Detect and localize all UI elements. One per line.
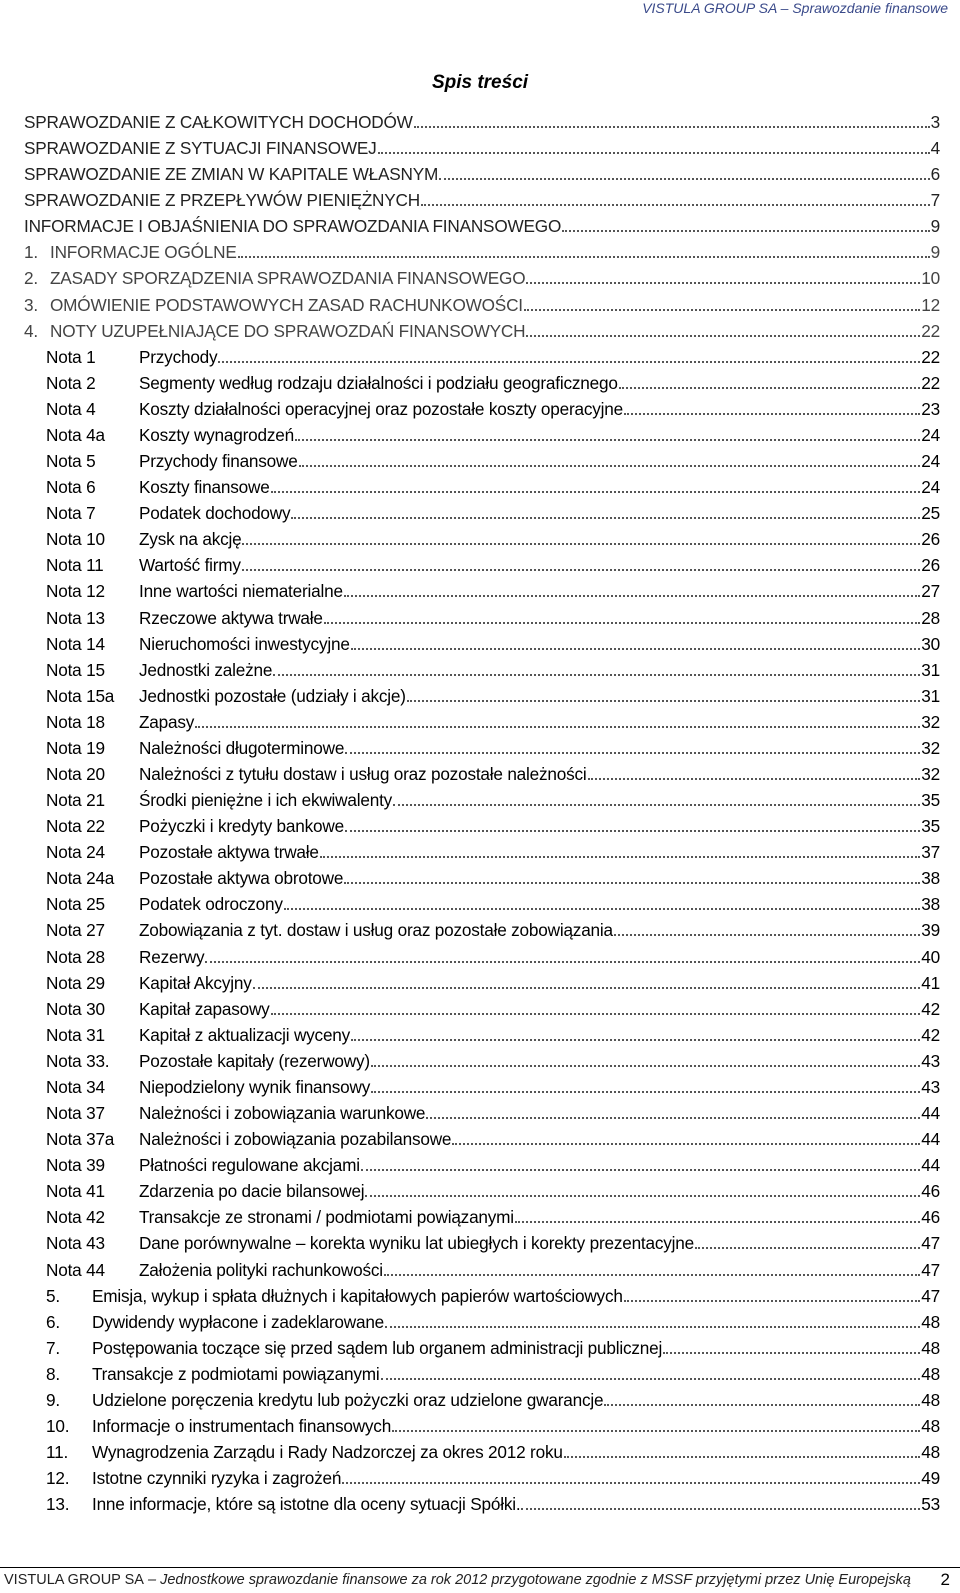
dot-leader: [344, 865, 920, 884]
dot-leader: [242, 552, 920, 571]
toc-entry-title: Udzielone poręczenia kredytu lub pożyczki oraz udzielone gwarancje: [92, 1389, 604, 1410]
dot-leader: [345, 735, 920, 754]
toc-entry-title: Przychody finansowe: [139, 451, 298, 472]
dot-leader: [562, 213, 930, 232]
toc-entry[interactable]: [24, 109, 940, 133]
footer-divider: [0, 1567, 960, 1568]
toc-entry-page: 32: [921, 711, 940, 732]
toc-entry-page: 9: [930, 242, 940, 263]
toc-entry-page: 39: [921, 920, 940, 941]
toc-entry[interactable]: [46, 474, 940, 498]
toc-entry-title: Zysk na akcję: [139, 529, 242, 550]
toc-entry-number: 12.: [46, 1468, 70, 1489]
toc-entry-number: 6.: [46, 1311, 60, 1332]
toc-entry-title: Pozostałe kapitały (rezerwowy): [139, 1050, 370, 1071]
toc-entry-page: 43: [921, 1050, 940, 1071]
toc-entry-page: 40: [921, 946, 940, 967]
dot-leader: [238, 239, 930, 258]
toc-entry-page: 32: [921, 764, 940, 784]
toc-entry-page: 28: [921, 607, 940, 628]
toc-entry-page: 48: [921, 1389, 940, 1410]
dot-leader: [385, 1309, 920, 1328]
toc-entry[interactable]: [46, 605, 940, 629]
toc-entry[interactable]: [46, 1074, 940, 1098]
toc-entry-title: Jednostki zależne: [139, 659, 273, 680]
dot-leader: [378, 135, 930, 154]
toc-entry-number: Nota 22: [46, 816, 105, 837]
toc-entry-title: Koszty wynagrodzeń: [139, 424, 294, 445]
toc-entry-page: 53: [921, 1494, 940, 1515]
toc-entry-number: 3.: [24, 294, 38, 315]
toc-entry-page: 46: [921, 1207, 940, 1228]
dot-leader: [439, 161, 930, 180]
toc-entry-title: Płatności regulowane akcjami: [139, 1155, 360, 1176]
toc-entry[interactable]: [46, 891, 940, 915]
toc-entry[interactable]: [46, 683, 940, 707]
toc-entry-number: 9.: [46, 1389, 60, 1410]
toc-entry-title: SPRAWOZDANIE Z SYTUACJI FINANSOWEJ: [24, 138, 377, 159]
toc-entry[interactable]: [46, 1204, 940, 1228]
toc-entry-title: Zobowiązania z tyt. dostaw i usług oraz pozostałe zobowiązania: [139, 920, 613, 941]
toc-entry-number: Nota 7: [46, 503, 96, 524]
toc-entry-number: Nota 18: [46, 711, 105, 732]
toc-entry-title: Podatek dochodowy: [139, 503, 291, 524]
toc-entry-page: 49: [921, 1468, 940, 1489]
toc-entry-number: Nota 14: [46, 633, 105, 654]
toc-entry-title: OMÓWIENIE PODSTAWOWYCH ZASAD RACHUNKOWOŚCI: [50, 294, 523, 315]
toc-entry-title: Dane porównywalne – korekta wyniku lat ubiegłych i korekty prezentacyjne: [139, 1233, 694, 1254]
toc-entry-page: 30: [921, 633, 940, 654]
toc-entry-page: 44: [921, 1155, 940, 1176]
dot-leader: [452, 1126, 920, 1145]
toc-entry-page: 48: [921, 1363, 940, 1384]
toc-entry[interactable]: [24, 265, 940, 289]
toc-entry-number: Nota 15: [46, 659, 105, 680]
toc-entry[interactable]: [24, 187, 940, 211]
toc-entry-page: 47: [921, 1259, 940, 1280]
toc-entry[interactable]: [46, 917, 940, 941]
dot-leader: [345, 813, 920, 832]
toc-entry-title: Transakcje ze stronami / podmiotami powiązanymi: [139, 1207, 514, 1228]
toc-entry[interactable]: [46, 944, 940, 968]
toc-entry-number: Nota 37a: [46, 1129, 115, 1150]
toc-entry-title: Postępowania toczące się przed sądem lub organem administracji publicznej: [92, 1337, 663, 1358]
toc-entry-number: Nota 15a: [46, 685, 115, 706]
dot-leader: [695, 1230, 920, 1249]
toc-entry[interactable]: [46, 1361, 940, 1385]
toc-entry-title: Należności i zobowiązania pozabilansowe: [139, 1129, 452, 1150]
dot-leader: [351, 631, 921, 650]
dot-leader: [271, 474, 921, 493]
toc-entry[interactable]: [46, 552, 940, 576]
toc-entry-number: Nota 34: [46, 1076, 105, 1097]
toc-entry-title: Należności długoterminowe: [139, 737, 345, 758]
dot-leader: [291, 500, 920, 519]
toc-entry[interactable]: [24, 213, 940, 237]
toc-entry-title: Podatek odroczony: [139, 894, 283, 915]
toc-entry-page: 25: [921, 503, 940, 524]
toc-entry[interactable]: [46, 1022, 940, 1046]
toc-entry-number: Nota 21: [46, 790, 105, 811]
toc-entry-title: Nieruchomości inwestycyjne: [139, 633, 350, 654]
toc-entry-page: 27: [921, 581, 940, 602]
toc-entry[interactable]: [24, 318, 940, 342]
toc-entry[interactable]: [46, 970, 940, 994]
toc-entry-number: Nota 2: [46, 372, 96, 393]
toc-entry-title: Kapitał z aktualizacji wyceny: [139, 1024, 351, 1045]
toc-entry[interactable]: [46, 787, 940, 811]
toc-entry-title: INFORMACJE OGÓLNE: [50, 242, 237, 263]
dot-leader: [619, 370, 921, 389]
toc-entry-number: Nota 33.: [46, 1050, 110, 1071]
toc-entry-page: 12: [921, 294, 940, 315]
dot-leader: [381, 1361, 921, 1380]
toc-entry-title: Przychody: [139, 346, 218, 367]
toc-entry[interactable]: [46, 370, 940, 394]
toc-entry-title: Należności z tytułu dostaw i usług oraz pozostałe należności: [139, 764, 587, 784]
dot-leader: [624, 1283, 921, 1302]
toc-entry-number: Nota 39: [46, 1155, 105, 1176]
toc-entry-page: 31: [921, 685, 940, 706]
toc-entry-page: 31: [921, 659, 940, 680]
toc-entry-page: 23: [921, 398, 940, 419]
toc-entry-number: Nota 5: [46, 451, 96, 472]
toc-entry[interactable]: [46, 1491, 940, 1515]
toc-entry-number: Nota 27: [46, 920, 105, 941]
toc-entry-number: 2.: [24, 268, 38, 289]
toc-entry-title: Pozostałe aktywa trwałe: [139, 842, 319, 863]
toc-entry-title: Zdarzenia po dacie bilansowej: [139, 1181, 365, 1202]
toc-entry-title: SPRAWOZDANIE ZE ZMIAN W KAPITALE WŁASNYM: [24, 164, 439, 185]
toc-entry-title: NOTY UZUPEŁNIAJĄCE DO SPRAWOZDAŃ FINANSOWYCH: [50, 320, 526, 341]
toc-entry[interactable]: [46, 1100, 940, 1124]
toc-entry-number: Nota 11: [46, 555, 104, 576]
toc-entry-page: 35: [921, 816, 940, 837]
toc-entry-title: Kapitał Akcyjny: [139, 972, 252, 993]
toc-entry[interactable]: [46, 1152, 940, 1176]
toc-entry[interactable]: [46, 996, 940, 1020]
toc-entry-page: 24: [921, 424, 940, 445]
toc-entry[interactable]: [46, 761, 940, 785]
dot-leader: [299, 448, 921, 467]
toc-entry[interactable]: [46, 1309, 940, 1333]
dot-leader: [253, 970, 921, 989]
toc-entry-page: 22: [921, 320, 940, 341]
toc-entry-number: Nota 41: [46, 1181, 105, 1202]
toc-entry-page: 44: [921, 1103, 940, 1124]
toc-entry-page: 48: [921, 1442, 940, 1463]
toc-entry-title: Segmenty według rodzaju działalności i podziału geograficznego: [139, 372, 618, 393]
dot-leader: [392, 1413, 920, 1432]
toc-entry[interactable]: [46, 1465, 940, 1489]
dot-leader: [361, 1152, 920, 1171]
toc-entry[interactable]: [46, 865, 940, 889]
toc-entry-title: Istotne czynniki ryzyka i zagrożeń: [92, 1468, 342, 1489]
toc-entry-title: Rezerwy: [139, 946, 205, 967]
toc-entry-title: Jednostki pozostałe (udziały i akcje): [139, 685, 406, 706]
toc-entry[interactable]: [46, 1335, 940, 1359]
toc-entry[interactable]: [46, 422, 940, 446]
toc-entry[interactable]: [46, 396, 940, 420]
toc-entry[interactable]: [46, 1439, 940, 1463]
footer: [4, 1572, 911, 1588]
toc-entry-number: 8.: [46, 1363, 60, 1384]
toc-entry-number: Nota 20: [46, 764, 105, 784]
toc-entry-page: 47: [921, 1285, 940, 1306]
toc-entry-title: Koszty finansowe: [139, 477, 270, 498]
toc-entry-number: 11.: [46, 1442, 69, 1463]
toc-entry-number: Nota 28: [46, 946, 105, 967]
toc-entry-page: 42: [921, 998, 940, 1019]
dot-leader: [324, 605, 921, 624]
toc-entry-number: 10.: [46, 1416, 70, 1436]
toc-entry[interactable]: [46, 1230, 940, 1254]
toc-entry-page: 7: [930, 190, 940, 211]
page-number: 2: [940, 1570, 950, 1589]
toc-entry-number: Nota 43: [46, 1233, 105, 1254]
toc-entry[interactable]: [46, 1387, 940, 1411]
toc-entry-page: 26: [921, 529, 940, 550]
toc-entry-title: ZASADY SPORZĄDZENIA SPRAWOZDANIA FINANSOWEGO: [50, 268, 526, 289]
toc-entry-page: 24: [921, 451, 940, 472]
toc-entry-number: Nota 24: [46, 842, 105, 863]
dot-leader: [218, 344, 920, 363]
toc-entry-page: 38: [921, 894, 940, 915]
toc-entry-number: 1.: [24, 242, 38, 263]
dot-leader: [205, 944, 920, 963]
toc-entry-title: Pozostałe aktywa obrotowe: [139, 868, 344, 889]
toc-entry-page: 6: [930, 164, 940, 185]
toc-entry-title: SPRAWOZDANIE Z CAŁKOWITYCH DOCHODÓW: [24, 112, 413, 132]
toc-entry-number: Nota 6: [46, 477, 96, 498]
toc-entry-page: 3: [930, 112, 940, 132]
footer-description: Jednostkowe sprawozdanie finansowe za rok 2012 przygotowane zgodnie z MSSF przyjętymi przez Unię Europejską: [160, 1572, 911, 1588]
toc-entry[interactable]: [46, 839, 940, 863]
toc-entry-number: Nota 44: [46, 1259, 105, 1280]
toc-entry[interactable]: [46, 657, 940, 681]
toc-entry-title: Transakcje z podmiotami powiązanymi: [92, 1363, 380, 1384]
toc-entry-page: 43: [921, 1076, 940, 1097]
toc-entry-number: Nota 1: [46, 346, 96, 367]
toc-entry[interactable]: [46, 1126, 940, 1150]
toc-entry[interactable]: [46, 1413, 940, 1437]
dot-leader: [371, 1074, 920, 1093]
toc-entry-title: Koszty działalności operacyjnej oraz pozostałe koszty operacyjne: [139, 398, 623, 419]
toc-entry-page: 24: [921, 477, 940, 498]
toc-entry-page: 10: [921, 268, 940, 289]
toc-entry-title: Pożyczki i kredyty bankowe: [139, 816, 344, 837]
toc-entry-number: Nota 24a: [46, 868, 115, 889]
toc-entry[interactable]: [46, 448, 940, 472]
toc-entry-number: Nota 31: [46, 1024, 105, 1045]
toc-entry-title: Inne wartości niematerialne: [139, 581, 343, 602]
toc-entry-page: 44: [921, 1129, 940, 1150]
toc-entry-number: 4.: [24, 320, 38, 341]
dot-leader: [320, 839, 921, 858]
toc-entry-page: 35: [921, 790, 940, 811]
toc-entry-page: 37: [921, 842, 940, 863]
dot-leader: [515, 1204, 920, 1223]
toc-entry-title: Założenia polityki rachunkowości: [139, 1259, 383, 1280]
toc-entry-number: 7.: [46, 1337, 60, 1358]
dot-leader: [414, 109, 930, 128]
toc-entry-number: Nota 29: [46, 972, 105, 993]
toc-entry-title: Kapitał zapasowy: [139, 998, 270, 1019]
toc-entry-page: 22: [921, 346, 940, 367]
dot-leader: [588, 761, 921, 780]
dot-leader: [526, 318, 920, 337]
toc-entry-number: Nota 25: [46, 894, 105, 915]
toc-entry-page: 41: [921, 972, 940, 993]
toc-entry-page: 48: [921, 1416, 940, 1436]
toc-entry[interactable]: [24, 239, 940, 263]
dot-leader: [521, 1491, 920, 1510]
toc-entry-number: Nota 10: [46, 529, 105, 550]
dot-leader: [351, 1022, 920, 1041]
toc-entry[interactable]: [24, 161, 940, 185]
toc-entry-page: 4: [930, 138, 940, 159]
toc-entry[interactable]: [46, 709, 940, 733]
toc-entry[interactable]: [46, 631, 940, 655]
dot-leader: [242, 526, 920, 545]
dot-leader: [273, 657, 920, 676]
toc-title: Spis treści: [431, 72, 529, 93]
toc-entry[interactable]: [46, 578, 940, 602]
toc-entry[interactable]: [24, 292, 940, 316]
dot-leader: [344, 578, 920, 597]
dot-leader: [393, 787, 920, 806]
dot-leader: [526, 265, 920, 284]
toc-entry-title: SPRAWOZDANIE Z PRZEPŁYWÓW PIENIĘŻNYCH: [24, 190, 420, 211]
dot-leader: [271, 996, 921, 1015]
dot-leader: [614, 917, 920, 936]
toc-entry-number: Nota 12: [46, 581, 105, 602]
toc-entry-number: Nota 37: [46, 1103, 105, 1124]
toc-entry[interactable]: [46, 813, 940, 837]
toc-entry-number: 5.: [46, 1285, 60, 1306]
running-header: VISTULA GROUP SA – Sprawozdanie finansowe: [642, 0, 948, 16]
toc-entry-page: 38: [921, 868, 940, 889]
toc-entry-number: 13.: [46, 1494, 70, 1515]
toc-entry-title: Wynagrodzenia Zarządu i Rady Nadzorczej za okres 2012 roku: [92, 1442, 563, 1463]
dot-leader: [342, 1465, 920, 1484]
toc-entry[interactable]: [46, 500, 940, 524]
toc-entry[interactable]: [46, 526, 940, 550]
dot-leader: [407, 683, 921, 702]
toc-entry-number: Nota 4: [46, 398, 96, 419]
toc-entry-title: Środki pieniężne i ich ekwiwalenty: [139, 790, 393, 811]
toc-entry-page: 42: [921, 1024, 940, 1045]
toc-entry-number: Nota 19: [46, 737, 105, 758]
dot-leader: [371, 1048, 920, 1067]
toc-entry-page: 47: [921, 1233, 940, 1254]
toc-entry-page: 48: [921, 1311, 940, 1332]
toc-entry-title: Rzeczowe aktywa trwałe: [139, 607, 323, 628]
dot-leader: [564, 1439, 921, 1458]
toc-entry-number: Nota 4a: [46, 424, 105, 445]
toc-entry-page: 46: [921, 1181, 940, 1202]
toc-entry-title: Niepodzielony wynik finansowy: [139, 1076, 371, 1097]
dot-leader: [524, 292, 920, 311]
dot-leader: [384, 1257, 920, 1276]
toc-entry[interactable]: [46, 1257, 940, 1281]
toc-entry-page: 48: [921, 1337, 940, 1358]
toc-entry[interactable]: [46, 735, 940, 759]
toc-entry-number: Nota 42: [46, 1207, 105, 1228]
toc-entry-title: Należności i zobowiązania warunkowe: [139, 1103, 426, 1124]
toc-entry-title: INFORMACJE I OBJAŚNIENIA DO SPRAWOZDANIA FINANSOWEGO: [24, 216, 562, 237]
toc-entry[interactable]: [46, 1178, 940, 1202]
toc-entry-page: 32: [921, 737, 940, 758]
toc-entry-page: 26: [921, 555, 940, 576]
dot-leader: [365, 1178, 920, 1197]
toc-entry-number: Nota 13: [46, 607, 105, 628]
dot-leader: [284, 891, 921, 910]
toc-entry[interactable]: [46, 1048, 940, 1072]
toc-entry-number: Nota 30: [46, 998, 105, 1019]
toc-entry-title: Dywidendy wypłacone i zadeklarowane: [92, 1311, 385, 1332]
toc-entry[interactable]: [24, 135, 940, 159]
dot-leader: [426, 1100, 920, 1119]
toc-entry-page: 22: [921, 372, 940, 393]
dot-leader: [604, 1387, 920, 1406]
toc-entry-title: Emisja, wykup i spłata dłużnych i kapitałowych papierów wartościowych: [92, 1285, 623, 1306]
dot-leader: [624, 396, 920, 415]
footer-dash: –: [143, 1572, 161, 1588]
dot-leader: [195, 709, 920, 728]
toc-entry-page: 9: [930, 216, 940, 237]
footer-company: VISTULA GROUP SA: [4, 1572, 144, 1588]
toc-entry[interactable]: [46, 344, 940, 368]
toc-entry-title: Informacje o instrumentach finansowych: [92, 1416, 392, 1436]
dot-leader: [663, 1335, 920, 1354]
toc-entry-title: Zapasy: [139, 711, 195, 732]
toc-entry-title: Wartość firmy: [139, 555, 241, 576]
dot-leader: [295, 422, 920, 441]
dot-leader: [421, 187, 930, 206]
toc-entry-title: Inne informacje, które są istotne dla oceny sytuacji Spółki.: [92, 1494, 521, 1515]
toc-entry[interactable]: [46, 1283, 940, 1307]
